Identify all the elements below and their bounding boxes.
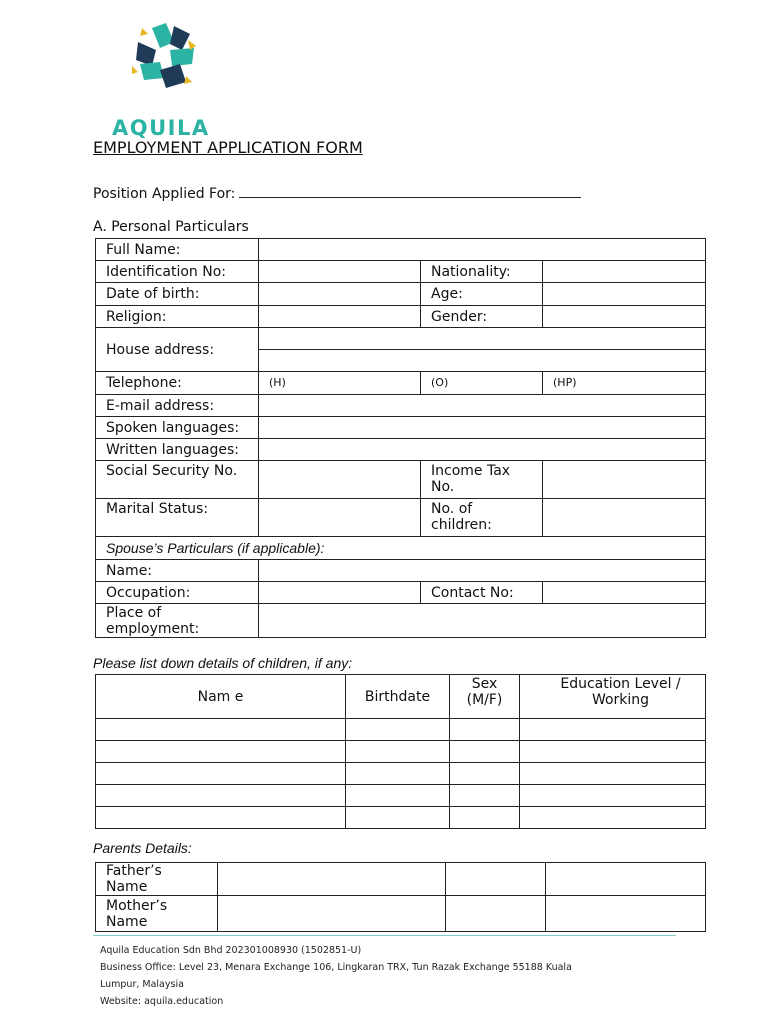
table-cell[interactable] <box>520 785 706 807</box>
table-cell[interactable] <box>346 719 450 741</box>
mother-name-label: Mother’s Name <box>96 896 218 932</box>
house-address-field-1[interactable] <box>259 328 706 350</box>
age-field[interactable] <box>543 283 706 306</box>
section-a-heading: A. Personal Particulars <box>93 219 249 235</box>
table-cell[interactable] <box>450 807 520 829</box>
table-cell[interactable] <box>96 719 346 741</box>
nationality-field[interactable] <box>543 261 706 283</box>
parents-intro: Parents Details: <box>93 840 192 856</box>
full-name-field[interactable] <box>259 239 706 261</box>
table-cell[interactable] <box>520 719 706 741</box>
occupation-label: Occupation: <box>96 582 259 604</box>
dob-label: Date of birth: <box>96 283 259 306</box>
spouse-name-field[interactable] <box>259 560 706 582</box>
number-of-children-field[interactable] <box>543 499 706 537</box>
religion-field[interactable] <box>259 306 421 328</box>
number-of-children-label: No. of children: <box>421 499 543 537</box>
table-cell[interactable] <box>450 719 520 741</box>
position-applied-row <box>93 184 581 202</box>
mother-extra-field-1[interactable] <box>446 896 546 932</box>
house-address-label: House address: <box>96 328 259 372</box>
gender-field[interactable] <box>543 306 706 328</box>
father-name-label: Father’s Name <box>96 863 218 896</box>
children-table <box>95 674 706 829</box>
religion-label: Religion: <box>96 306 259 328</box>
footer-divider <box>93 935 676 936</box>
position-label: Position Applied For: <box>93 186 236 202</box>
table-cell[interactable] <box>520 741 706 763</box>
father-extra-field-1[interactable] <box>446 863 546 896</box>
children-header-sex: Sex (M/F) <box>450 675 520 719</box>
marital-status-field[interactable] <box>259 499 421 537</box>
income-tax-field[interactable] <box>543 461 706 499</box>
written-languages-field[interactable] <box>259 439 706 461</box>
father-extra-field-2[interactable] <box>546 863 706 896</box>
position-input-line[interactable] <box>239 184 581 198</box>
footer <box>100 942 572 1010</box>
footer-office-line2: Lumpur, Malaysia <box>100 979 184 990</box>
telephone-label: Telephone: <box>96 372 259 395</box>
dob-field[interactable] <box>259 283 421 306</box>
footer-company: Aquila Education Sdn Bhd 202301008930 (1502851-U) <box>100 945 362 956</box>
full-name-label: Full Name: <box>96 239 259 261</box>
mother-extra-field-2[interactable] <box>546 896 706 932</box>
contact-no-field[interactable] <box>543 582 706 604</box>
footer-office-line1: Business Office: Level 23, Menara Exchange 106, Lingkaran TRX, Tun Razak Exchange 55188 Kuala <box>100 962 572 973</box>
table-cell[interactable] <box>450 785 520 807</box>
aquila-hexagon-logo-icon <box>130 20 200 92</box>
children-intro: Please list down details of children, if any: <box>93 655 353 671</box>
footer-website: Website: aquila.education <box>100 996 224 1007</box>
children-header-education: Education Level / Working <box>520 675 706 719</box>
table-cell[interactable] <box>346 763 450 785</box>
brand-wordmark: AQUILA <box>112 116 210 140</box>
table-cell[interactable] <box>96 763 346 785</box>
table-cell[interactable] <box>520 763 706 785</box>
table-cell[interactable] <box>96 741 346 763</box>
identification-field[interactable] <box>259 261 421 283</box>
house-address-field-2[interactable] <box>259 350 706 372</box>
marital-status-label: Marital Status: <box>96 499 259 537</box>
telephone-mobile-field[interactable]: (HP) <box>543 372 706 395</box>
gender-label: Gender: <box>421 306 543 328</box>
table-cell[interactable] <box>346 807 450 829</box>
identification-label: Identification No: <box>96 261 259 283</box>
table-cell[interactable] <box>96 807 346 829</box>
children-header-birthdate: Birthdate <box>346 675 450 719</box>
page-title: EMPLOYMENT APPLICATION FORM <box>93 138 363 157</box>
nationality-label: Nationality: <box>421 261 543 283</box>
company-logo <box>112 20 222 140</box>
telephone-home-field[interactable]: (H) <box>259 372 421 395</box>
mother-name-field[interactable] <box>218 896 446 932</box>
spouse-particulars-header: Spouse’s Particulars (if applicable): <box>96 537 706 560</box>
telephone-office-field[interactable]: (O) <box>421 372 543 395</box>
occupation-field[interactable] <box>259 582 421 604</box>
written-languages-label: Written languages: <box>96 439 259 461</box>
children-header-name: Nam e <box>96 675 346 719</box>
spouse-name-label: Name: <box>96 560 259 582</box>
table-cell[interactable] <box>450 741 520 763</box>
social-security-field[interactable] <box>259 461 421 499</box>
table-cell[interactable] <box>520 807 706 829</box>
place-of-employment-field[interactable] <box>259 604 706 638</box>
email-label: E-mail address: <box>96 395 259 417</box>
contact-no-label: Contact No: <box>421 582 543 604</box>
personal-particulars-table <box>95 238 706 638</box>
place-of-employment-label: Place of employment: <box>96 604 259 638</box>
age-label: Age: <box>421 283 543 306</box>
social-security-label: Social Security No. <box>96 461 259 499</box>
table-cell[interactable] <box>450 763 520 785</box>
father-name-field[interactable] <box>218 863 446 896</box>
income-tax-label: Income Tax No. <box>421 461 543 499</box>
table-cell[interactable] <box>96 785 346 807</box>
table-cell[interactable] <box>346 741 450 763</box>
email-field[interactable] <box>259 395 706 417</box>
table-cell[interactable] <box>346 785 450 807</box>
spoken-languages-label: Spoken languages: <box>96 417 259 439</box>
spoken-languages-field[interactable] <box>259 417 706 439</box>
parents-table <box>95 862 706 932</box>
